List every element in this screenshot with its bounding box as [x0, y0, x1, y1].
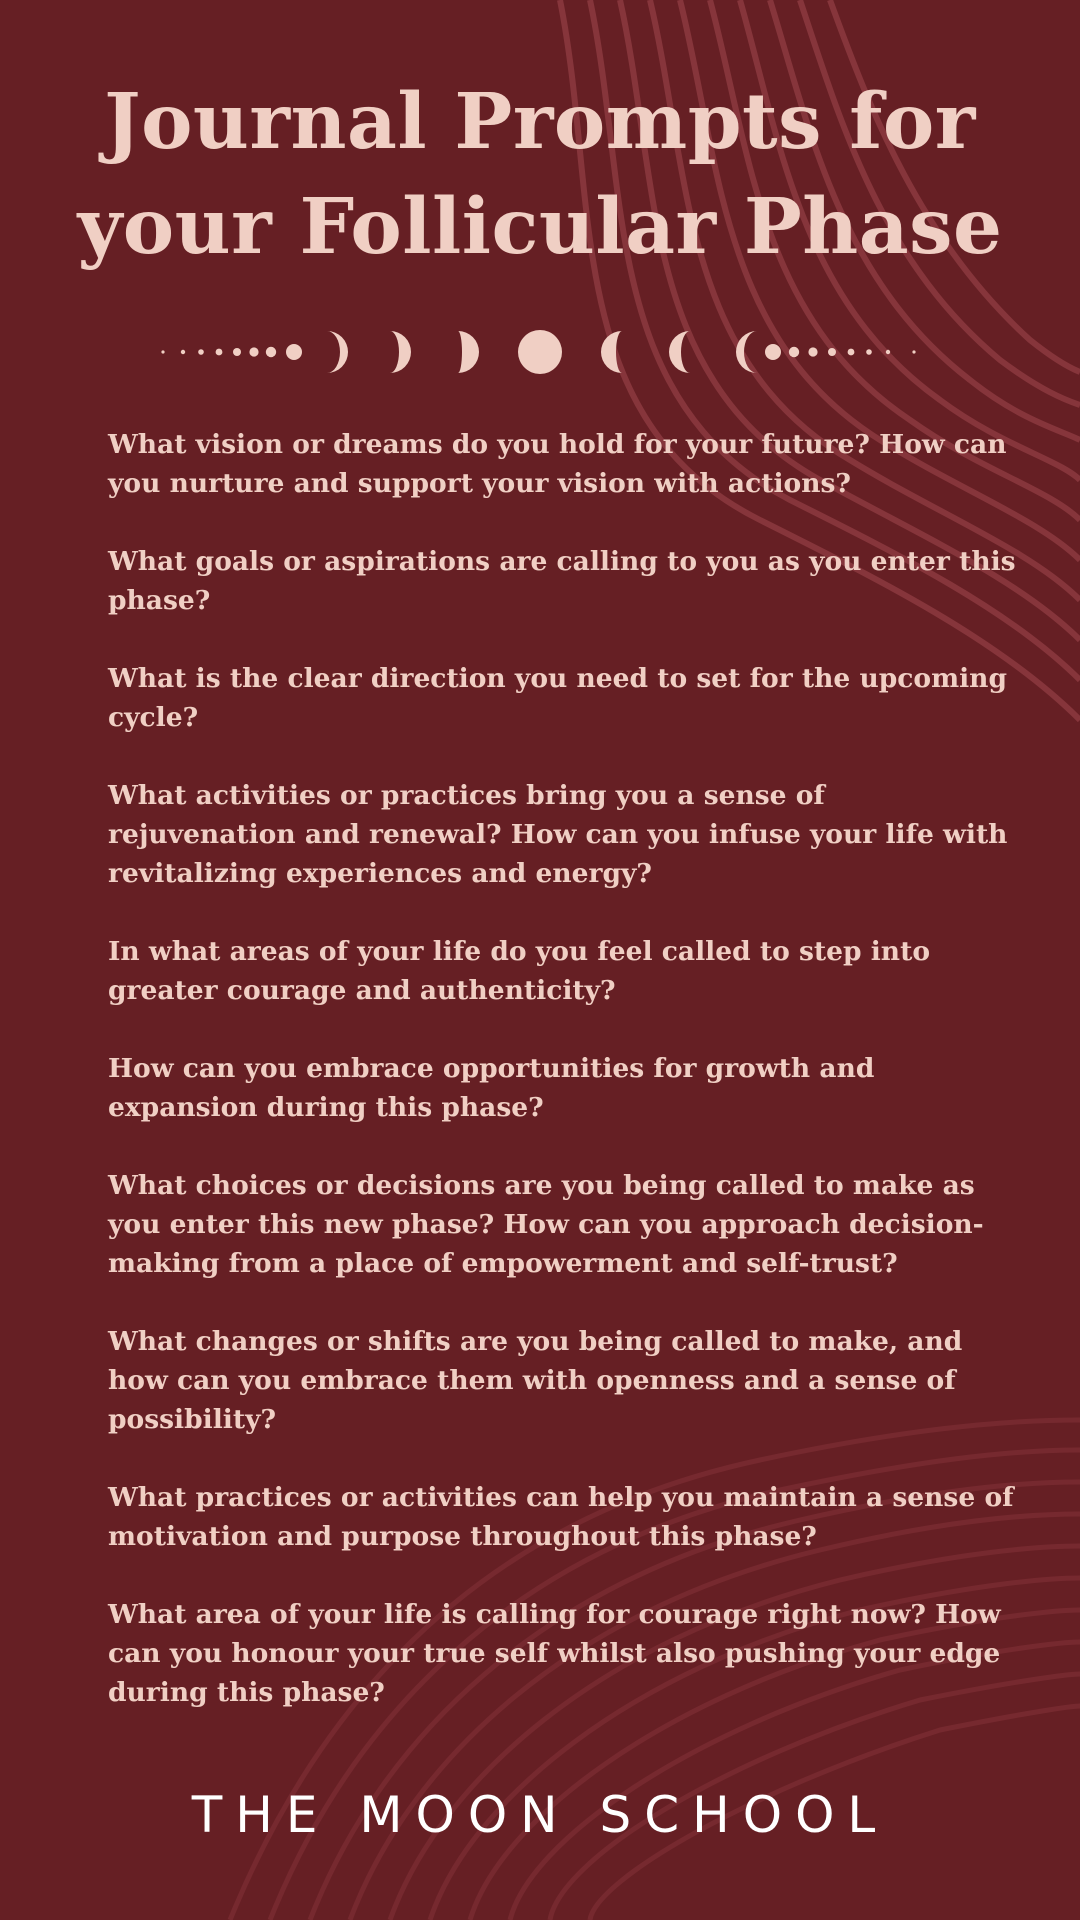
prompt-item: What activities or practices bring you a sense of rejuvenation and renewal? How can you infuse your life with revitalizing experiences and energy?: [108, 780, 1008, 889]
prompt-item: What changes or shifts are you being called to make, and how can you embrace them with openness and a sense of possibility?: [108, 1326, 963, 1435]
prompt-item: What choices or decisions are you being called to make as you enter this new phase? How can you approach decision-making from a place of empowerment and self-trust?: [108, 1170, 984, 1279]
waning-crescent-icon: [669, 331, 690, 373]
prompt-item: What is the clear direction you need to set for the upcoming cycle?: [108, 663, 1007, 733]
right-dots-decoration: [765, 344, 916, 360]
title-line-1: Journal Prompts for: [104, 77, 976, 167]
prompt-item: What practices or activities can help you maintain a sense of motivation and purpose throughout this phase?: [108, 1482, 1014, 1552]
prompt-item: How can you embrace opportunities for growth and expansion during this phase?: [108, 1053, 875, 1123]
prompt-item: What area of your life is calling for courage right now? How can you honour your true self whilst also pushing your edge during this phase?: [108, 1599, 1001, 1708]
full-moon-icon: [518, 330, 562, 374]
brand-name: THE MOON SCHOOL: [191, 1786, 889, 1844]
prompt-item: What vision or dreams do you hold for your future? How can you nurture and support your vision with actions?: [108, 429, 1007, 499]
moon-phase-divider: [0, 320, 1080, 384]
prompt-list: [108, 425, 1018, 1751]
waxing-crescent-icon: [327, 331, 348, 373]
waxing-crescent-icon: [390, 331, 411, 373]
left-dots-decoration: [161, 344, 302, 360]
prompt-item: What goals or aspirations are calling to you as you enter this phase?: [108, 546, 1016, 616]
title-line-2: your Follicular Phase: [77, 182, 1003, 272]
waning-crescent-icon: [736, 331, 757, 373]
prompt-item: In what areas of your life do you feel called to step into greater courage and authenticity?: [108, 936, 930, 1006]
waning-gibbous-icon: [601, 331, 622, 373]
first-quarter-icon: [458, 331, 479, 373]
page-title: [40, 70, 1040, 280]
